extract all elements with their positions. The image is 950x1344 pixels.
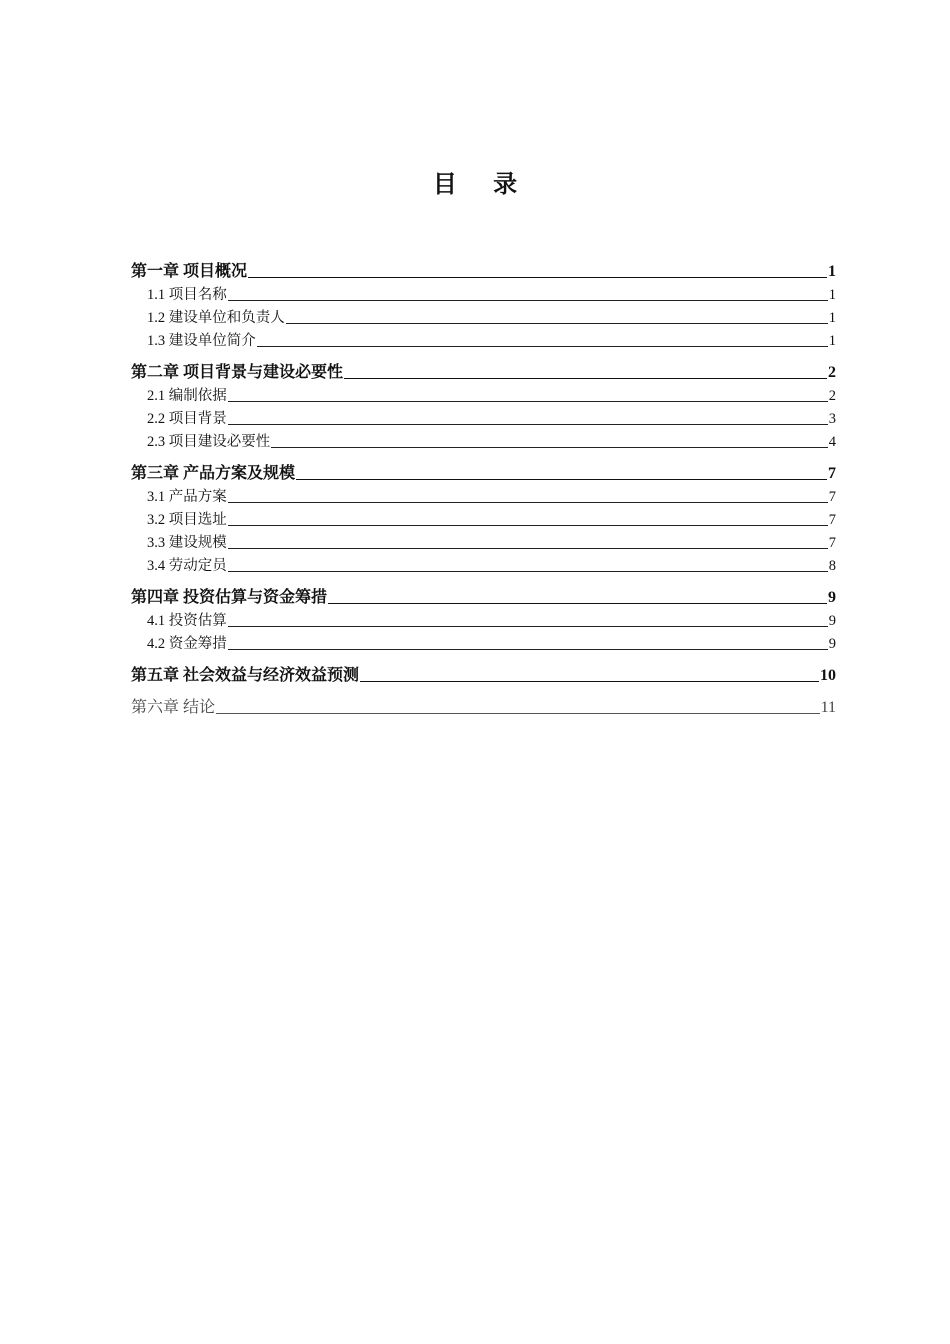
toc-page-number: 7	[828, 489, 836, 505]
toc-entry-label: 1.3 建设单位简介	[147, 333, 256, 349]
toc-leader-line	[271, 447, 828, 448]
toc-entry-label: 4.2 资金筹措	[147, 636, 227, 652]
toc-leader-line	[228, 502, 828, 503]
toc-leader-line	[257, 346, 828, 347]
toc-section-entry[interactable]	[131, 632, 836, 653]
toc-page-number: 9	[828, 636, 836, 652]
toc-entry-label: 3.4 劳动定员	[147, 558, 227, 574]
toc-page-number: 9	[828, 613, 836, 629]
toc-page-number: 11	[820, 699, 836, 716]
toc-section-entry[interactable]	[131, 407, 836, 428]
toc-leader-line	[286, 323, 828, 324]
toc-section-entry[interactable]	[131, 508, 836, 529]
toc-page-number: 8	[828, 558, 836, 574]
toc-page-number: 1	[828, 310, 836, 326]
toc-leader-line	[228, 525, 828, 526]
toc-chapter-entry[interactable]	[131, 584, 836, 607]
toc-entry-label: 3.2 项目选址	[147, 512, 227, 528]
toc-section-entry[interactable]	[131, 531, 836, 552]
toc-chapter-entry[interactable]	[131, 359, 836, 382]
toc-chapter-entry[interactable]	[131, 662, 836, 685]
toc-chapter-entry[interactable]	[131, 694, 836, 717]
toc-page-number: 7	[828, 535, 836, 551]
toc-leader-line	[296, 479, 827, 480]
toc-entry-label: 4.1 投资估算	[147, 613, 227, 629]
toc-entry-label: 3.3 建设规模	[147, 535, 227, 551]
toc-page-number: 9	[828, 589, 836, 606]
toc-title: 目 录	[432, 170, 532, 198]
toc-entry-label: 第四章 投资估算与资金筹措	[131, 589, 328, 606]
toc-leader-line	[248, 277, 827, 278]
toc-entry-label: 第三章 产品方案及规模	[131, 465, 296, 482]
toc-entry-label: 第一章 项目概况	[131, 263, 248, 280]
toc-page-number: 2	[828, 388, 836, 404]
toc-section-entry[interactable]	[131, 609, 836, 630]
toc-leader-line	[228, 424, 828, 425]
toc-section-entry[interactable]	[131, 329, 836, 350]
toc-page-number: 10	[820, 667, 836, 684]
toc-entry-label: 2.2 项目背景	[147, 411, 227, 427]
toc-entry-label: 2.1 编制依据	[147, 388, 227, 404]
toc-section-entry[interactable]	[131, 430, 836, 451]
toc-chapter-entry[interactable]	[131, 460, 836, 483]
toc-leader-line	[228, 649, 828, 650]
toc-entry-label: 2.3 项目建设必要性	[147, 434, 271, 450]
toc-entry-label: 1.2 建设单位和负责人	[147, 310, 285, 326]
toc-page-number: 4	[828, 434, 836, 450]
toc-entry-label: 3.1 产品方案	[147, 489, 227, 505]
toc-entry-label: 第二章 项目背景与建设必要性	[131, 364, 344, 381]
toc-page-number: 3	[828, 411, 836, 427]
toc-leader-line	[228, 548, 828, 549]
toc-leader-line	[228, 300, 828, 301]
toc-entry-label: 第五章 社会效益与经济效益预测	[131, 667, 360, 684]
toc-leader-line	[344, 378, 827, 379]
toc-section-entry[interactable]	[131, 283, 836, 304]
toc-page-number: 1	[828, 287, 836, 303]
toc-section-entry[interactable]	[131, 384, 836, 405]
toc-section-entry[interactable]	[131, 554, 836, 575]
toc-leader-line	[360, 681, 819, 682]
toc-leader-line	[228, 626, 828, 627]
toc-page-number: 1	[828, 333, 836, 349]
toc-page-number: 2	[828, 364, 836, 381]
toc-page-number: 7	[828, 512, 836, 528]
toc-leader-line	[328, 603, 827, 604]
toc-page-number: 7	[828, 465, 836, 482]
toc-page-number: 1	[828, 263, 836, 280]
toc-section-entry[interactable]	[131, 306, 836, 327]
toc-leader-line	[228, 401, 828, 402]
toc-section-entry[interactable]	[131, 485, 836, 506]
toc-leader-line	[228, 571, 828, 572]
toc-leader-line	[216, 713, 820, 714]
toc-entry-label: 第六章 结论	[131, 699, 216, 716]
toc-chapter-entry[interactable]	[131, 258, 836, 281]
toc-entry-label: 1.1 项目名称	[147, 287, 227, 303]
